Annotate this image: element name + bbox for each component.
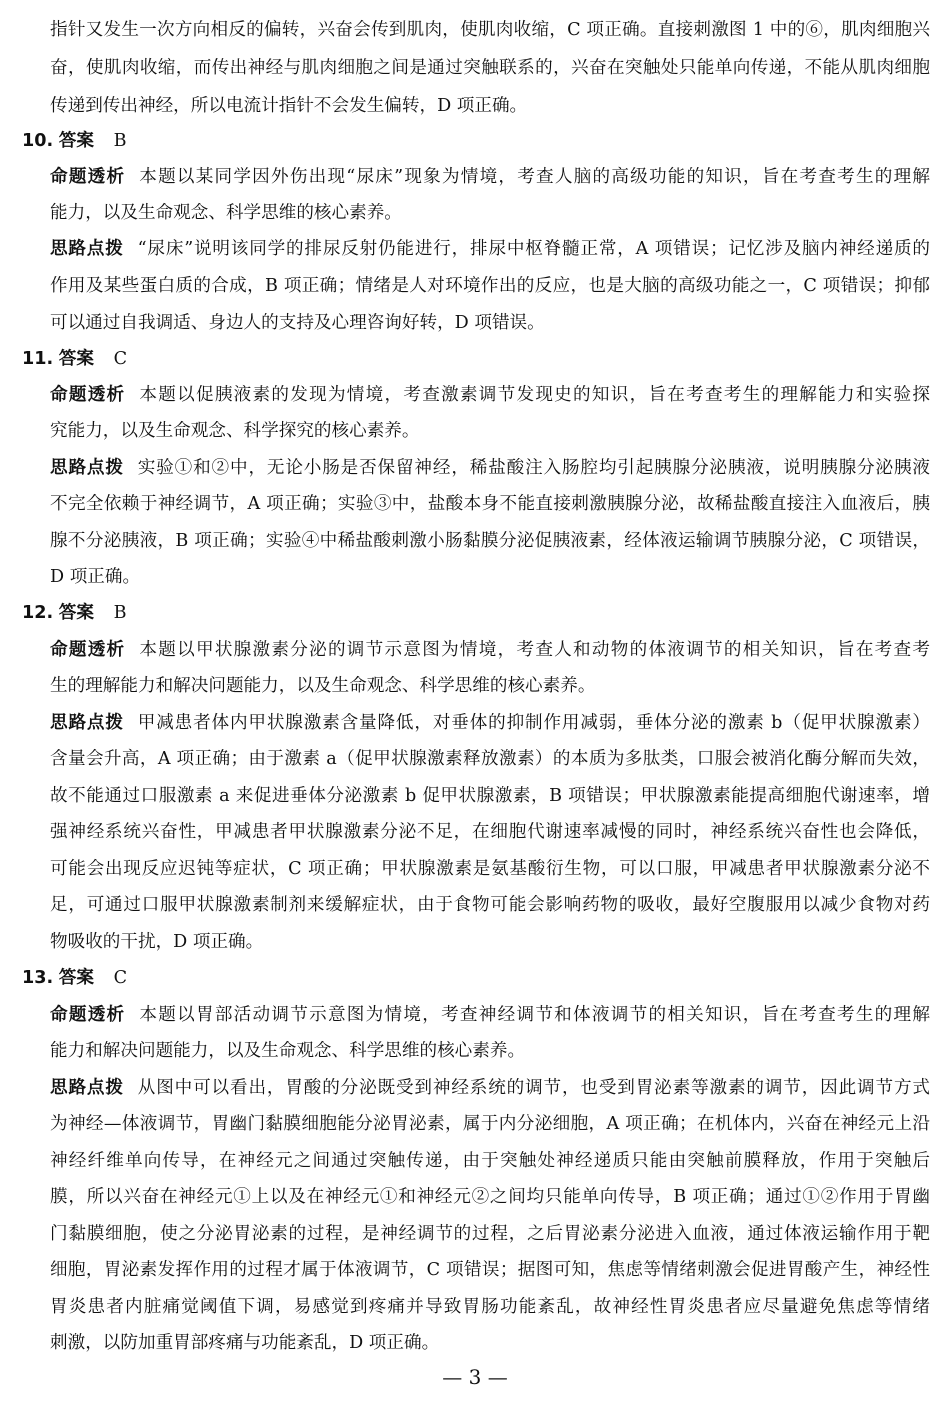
answer-label: 答案 [58, 603, 94, 623]
hint-line: 可能会出现反应迟钝等症状，C 项正确；甲状腺激素是氨基酸衍生物，可以口服，甲减患者甲状腺激素分泌不 [50, 859, 930, 879]
hint-label: 思路点拨 [50, 458, 124, 478]
page-number: — 3 — [442, 1365, 508, 1389]
analysis-label: 命题透析 [50, 640, 126, 660]
hint-line: 神经纤维单向传导，在神经元之间通过突触传递，由于突触处神经递质只能由突触前膜释放，作用于突触后 [50, 1151, 930, 1171]
hint-line: D 项正确。 [50, 567, 141, 587]
hint-line: 刺激，以防加重胃部疼痛与功能紊乱，D 项正确。 [50, 1333, 440, 1353]
answer-value: C [113, 349, 128, 369]
question-number: 13. [22, 968, 54, 988]
hint-line: 为神经—体液调节，胃幽门黏膜细胞能分泌胃泌素，属于内分泌细胞，A 项正确；在机体内，兴奋在神经元上沿 [50, 1114, 930, 1134]
answer-value: B [113, 131, 127, 151]
hint-line: 门黏膜细胞，使之分泌胃泌素的过程，是神经调节的过程，之后胃泌素分泌进入血液，通过体液运输作用于靶 [50, 1224, 930, 1244]
analysis-line: 命题透析 本题以促胰液素的发现为情境，考查激素调节发现史的知识，旨在考查考生的理解能力和实验探 [50, 385, 930, 405]
hint-line: 不完全依赖于神经调节，A 项正确；实验③中，盐酸本身不能直接刺激胰腺分泌，故稀盐酸直接注入血液后，胰 [50, 494, 930, 514]
question-number: 12. [22, 603, 54, 623]
intro-line: 奋，使肌肉收缩，而传出神经与肌肉细胞之间是通过突触联系的，兴奋在突触处只能单向传递，不能从肌肉细胞 [50, 58, 930, 78]
question-11-header [22, 349, 127, 369]
analysis-line: 生的理解能力和解决问题能力，以及生命观念、科学思维的核心素养。 [50, 676, 596, 696]
answer-value: B [113, 603, 127, 623]
answer-label: 答案 [58, 349, 94, 369]
hint-line: 含量会升高，A 项正确；由于激素 a（促甲状腺激素释放激素）的本质为多肽类，口服会被消化酶分解而失效， [50, 749, 930, 769]
hint-line: 膜，所以兴奋在神经元①上以及在神经元①和神经元②之间均只能单向传导，B 项正确；通过①②作用于胃幽 [50, 1187, 930, 1207]
analysis-line: 命题透析 本题以胃部活动调节示意图为情境，考查神经调节和体液调节的相关知识，旨在考查考生的理解 [50, 1005, 930, 1025]
question-10-header [22, 131, 127, 151]
hint-line: 思路点拨 从图中可以看出，胃酸的分泌既受到神经系统的调节，也受到胃泌素等激素的调节，因此调节方式 [50, 1078, 930, 1098]
intro-line: 指针又发生一次方向相反的偏转，兴奋会传到肌肉，使肌肉收缩，C 项正确。直接刺激图 1 中的⑥，肌肉细胞兴 [50, 20, 930, 40]
analysis-line: 能力，以及生命观念、科学思维的核心素养。 [50, 203, 402, 223]
hint-line: 足，可通过口服甲状腺激素制剂来缓解症状，由于食物可能会影响药物的吸收，最好空腹服用以减少食物对药 [50, 895, 930, 915]
hint-label: 思路点拨 [50, 1078, 124, 1098]
analysis-label: 命题透析 [50, 167, 126, 187]
analysis-line: 命题透析 本题以甲状腺激素分泌的调节示意图为情境，考查人和动物的体液调节的相关知识，旨在考查考 [50, 640, 930, 660]
answer-value: C [113, 968, 128, 988]
analysis-label: 命题透析 [50, 385, 126, 405]
hint-line: 物吸收的干扰，D 项正确。 [50, 932, 264, 952]
hint-line: 强神经系统兴奋性，甲减患者甲状腺激素分泌不足，在细胞代谢速率减慢的同时，神经系统兴奋性也会降低， [50, 822, 930, 842]
hint-line: 作用及某些蛋白质的合成，B 项正确；情绪是人对环境作出的反应，也是大脑的高级功能之一，C 项错误；抑郁 [50, 276, 930, 296]
analysis-line: 能力和解决问题能力，以及生命观念、科学思维的核心素养。 [50, 1041, 526, 1061]
hint-line: 思路点拨 “尿床”说明该同学的排尿反射仍能进行，排尿中枢脊髓正常，A 项错误；记忆涉及脑内神经递质的 [50, 239, 930, 259]
hint-label: 思路点拨 [50, 713, 124, 733]
question-12-header [22, 603, 127, 623]
question-number: 11. [22, 349, 54, 369]
hint-line: 胃炎患者内脏痛觉阈值下调，易感觉到疼痛并导致胃肠功能紊乱，故神经性胃炎患者应尽量避免焦虑等情绪 [50, 1297, 930, 1317]
hint-line: 可以通过自我调适、身边人的支持及心理咨询好转，D 项错误。 [50, 313, 545, 333]
hint-line: 腺不分泌胰液，B 项正确；实验④中稀盐酸刺激小肠黏膜分泌促胰液素，经体液运输调节胰腺分泌，C 项错误， [50, 531, 930, 551]
answer-label: 答案 [58, 131, 94, 151]
analysis-line: 究能力，以及生命观念、科学探究的核心素养。 [50, 421, 420, 441]
hint-line: 故不能通过口服激素 a 来促进垂体分泌激素 b 促甲状腺激素，B 项错误；甲状腺激素能提高细胞代谢速率，增 [50, 786, 930, 806]
question-number: 10. [22, 131, 54, 151]
question-13-header [22, 968, 127, 988]
analysis-line: 命题透析 本题以某同学因外伤出现“尿床”现象为情境，考查人脑的高级功能的知识，旨在考查考生的理解 [50, 167, 930, 187]
hint-line: 思路点拨 甲减患者体内甲状腺激素含量降低，对垂体的抑制作用减弱，垂体分泌的激素 b（促甲状腺激素） [50, 713, 930, 733]
answer-label: 答案 [58, 968, 94, 988]
hint-line: 思路点拨 实验①和②中，无论小肠是否保留神经，稀盐酸注入肠腔均引起胰腺分泌胰液，说明胰腺分泌胰液 [50, 458, 930, 478]
hint-label: 思路点拨 [50, 239, 124, 259]
intro-line: 传递到传出神经，所以电流计指针不会发生偏转，D 项正确。 [50, 96, 528, 116]
hint-line: 细胞，胃泌素发挥作用的过程才属于体液调节，C 项错误；据图可知，焦虑等情绪刺激会促进胃酸产生，神经性 [50, 1260, 930, 1280]
analysis-label: 命题透析 [50, 1005, 126, 1025]
